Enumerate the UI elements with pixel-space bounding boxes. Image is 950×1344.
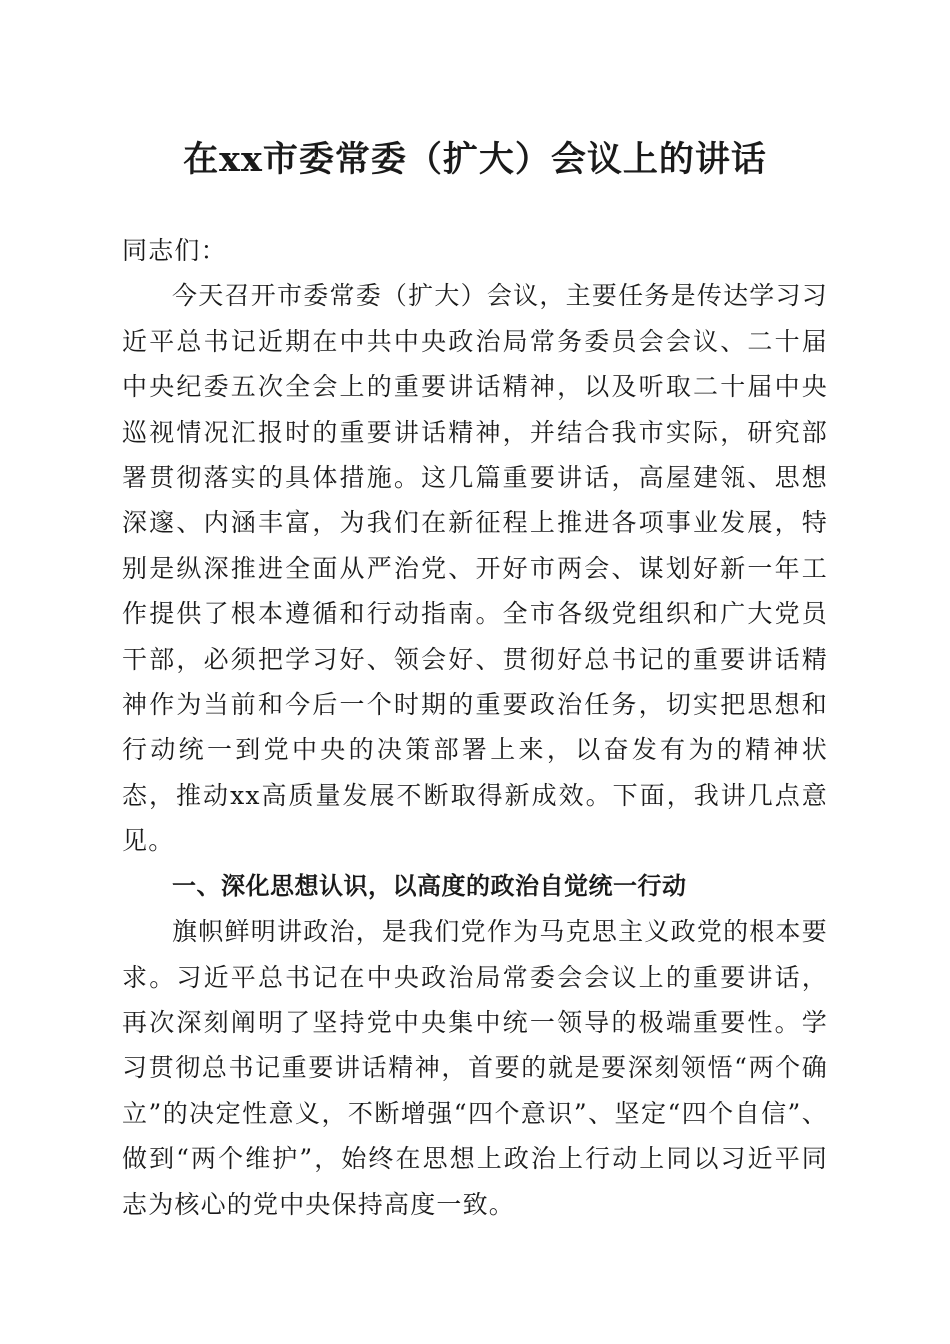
document-title: 在xx市委常委（扩大）会议上的讲话 — [183, 139, 767, 180]
salutation: 同志们： — [122, 236, 227, 265]
document-body — [122, 228, 828, 1227]
section-paragraph: 旗帜鲜明讲政治，是我们党作为马克思主义政党的根本要求。习近平总书记在中央政治局常委会会议上的重要讲话，再次深刻阐明了坚持党中央集中统一领导的极端重要性。学习贯彻总书记重要讲话精神，首要的就是要深刻领悟“两个确立”的决定性意义，不断增强“四个意识”、坚定“四个自信”、做到“两个维护”，始终在思想上政治上行动上同以习近平同志为核心的党中央保持高度一致。 — [122, 917, 828, 1219]
section-heading: 一、深化思想认识，以高度的政治自觉统一行动 — [172, 871, 687, 900]
intro-paragraph: 今天召开市委常委（扩大）会议，主要任务是传达学习习近平总书记近期在中共中央政治局常务委员会会议、二十届中央纪委五次全会上的重要讲话精神，以及听取二十届中央巡视情况汇报时的重要讲话精神，并结合我市实际，研究部署贯彻落实的具体措施。这几篇重要讲话，高屋建瓴、思想深邃、内涵丰富，为我们在新征程上推进各项事业发展，特别是纵深推进全面从严治党、开好市两会、谋划好新一年工作提供了根本遵循和行动指南。全市各级党组织和广大党员干部，必须把学习好、领会好、贯彻好总书记的重要讲话精神作为当前和今后一个时期的重要政治任务，切实把思想和行动统一到党中央的决策部署上来，以奋发有为的精神状态，推动xx高质量发展不断取得新成效。下面，我讲几点意见。 — [122, 281, 828, 856]
